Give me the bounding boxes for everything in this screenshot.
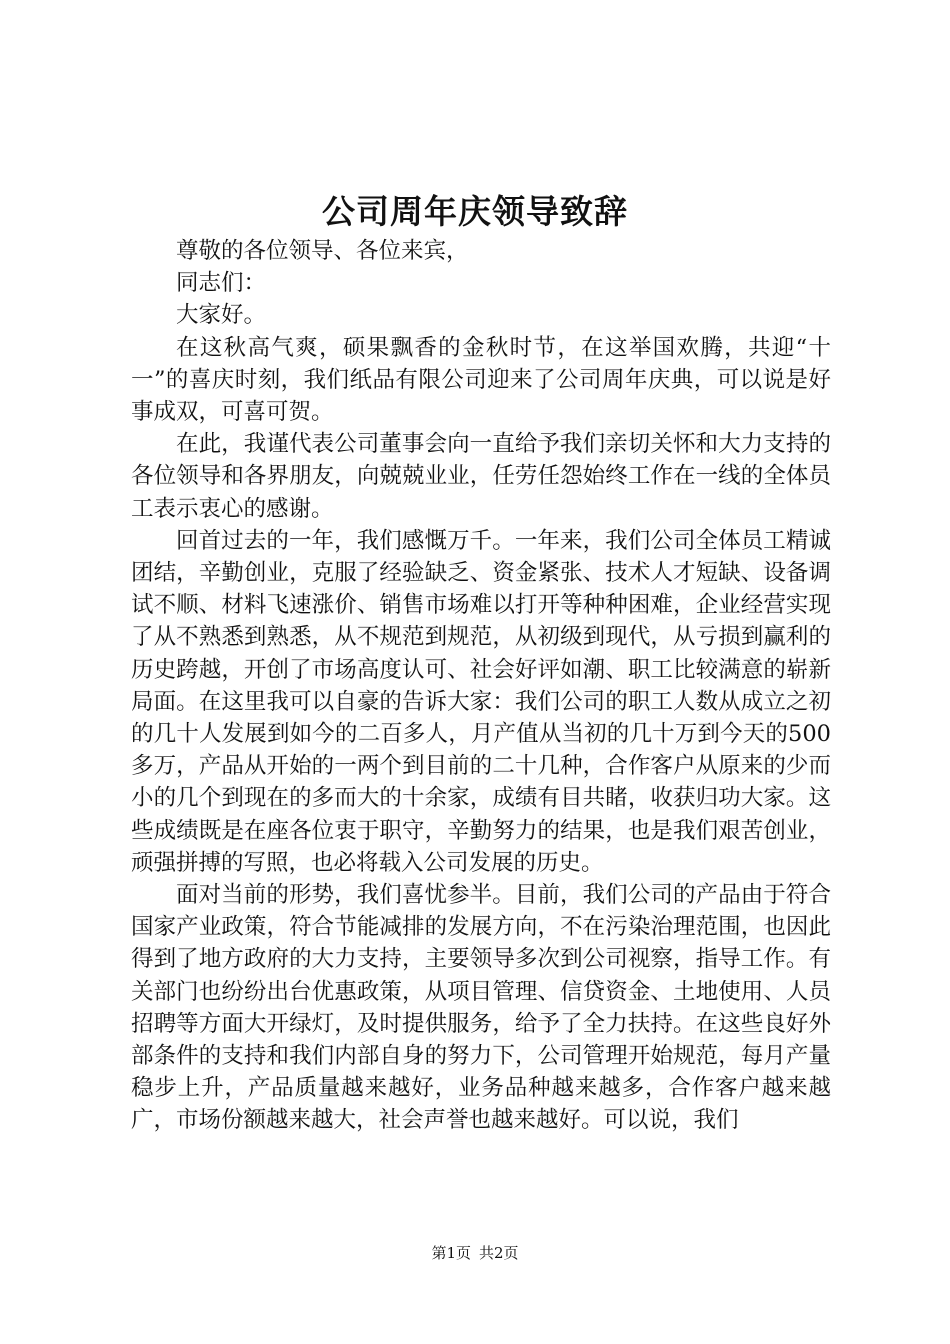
page-total: 共2页 [479,1244,519,1262]
page-footer [0,1242,950,1263]
salutation-comrades: 同志们： [176,270,267,297]
paragraph-thanks: 在此，我谨代表公司董事会向一直给予我们亲切关怀和大力支持的各位领导和各界朋友，向兢兢业业，任劳任怨始终工作在一线的全体员工表示衷心的感谢。 [131,431,831,522]
salutation-leaders: 尊敬的各位领导、各位来宾， [176,238,469,264]
greeting: 大家好。 [176,302,267,329]
document-body [131,235,831,1137]
document-title: 公司周年庆领导致辞 [322,192,628,231]
paragraph-situation: 面对当前的形势，我们喜忧参半。目前，我们公司的产品由于符合国家产业政策，符合节能减排的发展方向，不在污染治理范围，也因此得到了地方政府的大力支持，主要领导多次到公司视察，指导工作。有关部门也纷纷出台优惠政策，从项目管理、信贷资金、土地使用、人员招聘等方面大开绿灯，及时提供服务，给予了全力扶持。在这些良好外部条件的支持和我们内部自身的努力下，公司管理开始规范，每月产量稳步上升，产品质量越来越好，业务品种越来越多，合作客户越来越广，市场份额越来越大，社会声誉也越来越好。可以说，我们 [131,882,831,1134]
page-number: 第1页 [431,1244,471,1262]
paragraph-opening: 在这秋高气爽，硕果飘香的金秋时节，在这举国欢腾，共迎“十一”的喜庆时刻，我们纸品有限公司迎来了公司周年庆典，可以说是好事成双，可喜可贺。 [131,334,831,426]
paragraph-review: 回首过去的一年，我们感慨万千。一年来，我们公司全体员工精诚团结，辛勤创业，克服了经验缺乏、资金紧张、技术人才短缺、设备调试不顺、材料飞速涨价、销售市场难以打开等种种困难，企业经营实现了从不熟悉到熟悉，从不规范到规范，从初级到现代，从亏损到赢利的历史跨越，开创了市场高度认可、社会好评如潮、职工比较满意的崭新局面。在这里我可以自豪的告诉大家：我们公司的职工人数从成立之初的几十人发展到如今的二百多人，月产值从当初的几十万到今天的500多万，产品从开始的一两个到目前的二十几种，合作客户从原来的少而小的几个到现在的多而大的十余家，成绩有目共睹，收获归功大家。这些成绩既是在座各位衷于职守，辛勤努力的结果，也是我们艰苦创业，顽强拼搏的写照，也必将载入公司发展的历史。 [131,527,831,876]
